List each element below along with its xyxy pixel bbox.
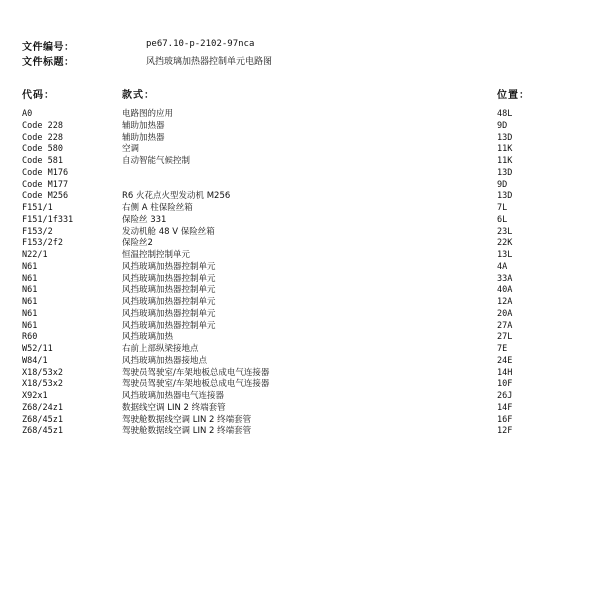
row-position: 7L: [497, 203, 508, 213]
table-row: [0, 379, 598, 391]
row-code: Code 228: [22, 132, 63, 143]
row-position: 27A: [497, 320, 513, 331]
table-row: [0, 344, 598, 356]
row-description: 风挡玻璃加热器控制单元: [122, 297, 216, 307]
row-code: N22/1: [22, 250, 48, 260]
row-position: 14F: [497, 402, 513, 413]
row-description: 电路图的应用: [122, 109, 174, 119]
row-position: 6L: [497, 214, 508, 225]
row-code: N61: [22, 273, 38, 284]
row-description: 风挡玻璃加热器控制单元: [122, 285, 216, 296]
row-code: A0: [22, 109, 33, 119]
row-position: 24E: [497, 355, 513, 366]
row-description: 驾驶员驾驶室/车架地板总成电气连接器: [122, 379, 270, 390]
doc-title-label: 文件标题：: [22, 57, 75, 68]
row-position: 11K: [497, 156, 513, 166]
table-row: [0, 227, 598, 239]
row-position: 9D: [497, 179, 508, 190]
row-description: 保险丝2: [122, 238, 153, 249]
row-position: 10F: [497, 379, 513, 390]
row-position: 23L: [497, 226, 513, 237]
row-description: 风挡玻璃加热器接地点: [122, 355, 208, 366]
row-description: 风挡玻璃加热器控制单元: [122, 320, 216, 331]
table-row: [0, 180, 598, 192]
row-position: 9D: [497, 120, 508, 131]
row-description: 风挡玻璃加热器电气连接器: [122, 391, 225, 401]
row-code: Z68/45z1: [22, 414, 63, 425]
row-description: 恒温控制控制单元: [122, 250, 191, 260]
row-code: Z68/24z1: [22, 402, 63, 413]
row-code: Z68/45z1: [22, 426, 63, 437]
row-code: Code M177: [22, 179, 69, 190]
row-position: 13L: [497, 250, 513, 260]
row-code: Code 581: [22, 156, 63, 166]
row-description: 右侧 A 柱保险丝箱: [122, 203, 193, 213]
row-description: 空调: [122, 144, 140, 155]
table-row: [0, 309, 598, 321]
row-position: 7E: [497, 344, 508, 354]
table-row: [0, 332, 598, 344]
row-code: R60: [22, 332, 38, 343]
row-code: F153/2f2: [22, 238, 63, 249]
table-row: [0, 321, 598, 333]
table-row: [0, 168, 598, 180]
doc-number-label: 文件编号：: [22, 42, 75, 53]
row-description: 风挡玻璃加热器控制单元: [122, 273, 216, 284]
table-row: [0, 144, 598, 156]
table-row: [0, 356, 598, 368]
row-code: Code M256: [22, 191, 69, 202]
row-description: 数据线空调 LIN 2 终端套管: [122, 402, 226, 413]
row-position: 12F: [497, 426, 513, 437]
row-code: Code M176: [22, 167, 69, 178]
row-description: 驾驶舱数据线空调 LIN 2 终端套管: [122, 426, 252, 437]
row-position: 12A: [497, 297, 513, 307]
table-row: [0, 156, 598, 168]
row-position: 4A: [497, 261, 508, 272]
row-position: 33A: [497, 273, 513, 284]
row-description: 风挡玻璃加热: [122, 332, 174, 343]
row-code: N61: [22, 297, 38, 307]
row-code: W52/11: [22, 344, 53, 354]
table-row: [0, 121, 598, 133]
row-position: 20A: [497, 308, 513, 319]
table-row: [0, 415, 598, 427]
row-description: 辅助加热器: [122, 132, 165, 143]
row-code: F153/2: [22, 226, 53, 237]
table-row: [0, 297, 598, 309]
table-row: [0, 109, 598, 121]
row-position: 13D: [497, 191, 513, 202]
table-row: [0, 203, 598, 215]
row-code: N61: [22, 320, 38, 331]
row-code: X92x1: [22, 391, 48, 401]
table-row: [0, 403, 598, 415]
row-code: W84/1: [22, 355, 48, 366]
row-position: 11K: [497, 144, 513, 155]
doc-number-value: pe67.10-p-2102-97nca: [146, 39, 255, 49]
row-description: R6 火花点火型发动机 M256: [122, 191, 231, 202]
row-position: 26J: [497, 391, 513, 401]
row-code: X18/53x2: [22, 367, 63, 378]
table-row: [0, 250, 598, 262]
row-position: 13D: [497, 132, 513, 143]
row-description: 自动智能气候控制: [122, 156, 191, 166]
row-code: F151/1: [22, 203, 53, 213]
table-row: [0, 238, 598, 250]
row-code: N61: [22, 285, 38, 296]
row-description: 保险丝 331: [122, 214, 167, 225]
row-position: 14H: [497, 367, 513, 378]
table-row: [0, 368, 598, 380]
row-description: 辅助加热器: [122, 120, 165, 131]
table-row: [0, 391, 598, 403]
column-header-description: 款式：: [122, 90, 155, 101]
table-row: [0, 191, 598, 203]
row-description: 风挡玻璃加热器控制单元: [122, 308, 216, 319]
row-code: X18/53x2: [22, 379, 63, 390]
row-code: N61: [22, 261, 38, 272]
row-description: 右前上部纵梁接地点: [122, 344, 199, 354]
row-description: 驾驶员驾驶室/车架地板总成电气连接器: [122, 367, 270, 378]
row-description: 风挡玻璃加热器控制单元: [122, 261, 216, 272]
table-row: [0, 274, 598, 286]
row-position: 13D: [497, 167, 513, 178]
row-position: 27L: [497, 332, 513, 343]
table-row: [0, 285, 598, 297]
doc-title-value: 风挡玻璃加热器控制单元电路图: [146, 57, 273, 67]
row-position: 16F: [497, 414, 513, 425]
row-description: 驾驶舱数据线空调 LIN 2 终端套管: [122, 414, 252, 425]
table-row: [0, 426, 598, 438]
column-header-position: 位置：: [497, 90, 530, 101]
row-position: 40A: [497, 285, 513, 296]
table-row: [0, 215, 598, 227]
component-list: [0, 109, 598, 438]
row-code: Code 228: [22, 120, 63, 131]
table-row: [0, 133, 598, 145]
row-position: 22K: [497, 238, 513, 249]
row-position: 48L: [497, 109, 513, 119]
row-code: F151/1f331: [22, 214, 74, 225]
row-code: Code 580: [22, 144, 63, 155]
row-code: N61: [22, 308, 38, 319]
column-header-code: 代码：: [22, 90, 55, 101]
row-description: 发动机舱 48 V 保险丝箱: [122, 226, 215, 237]
table-row: [0, 262, 598, 274]
